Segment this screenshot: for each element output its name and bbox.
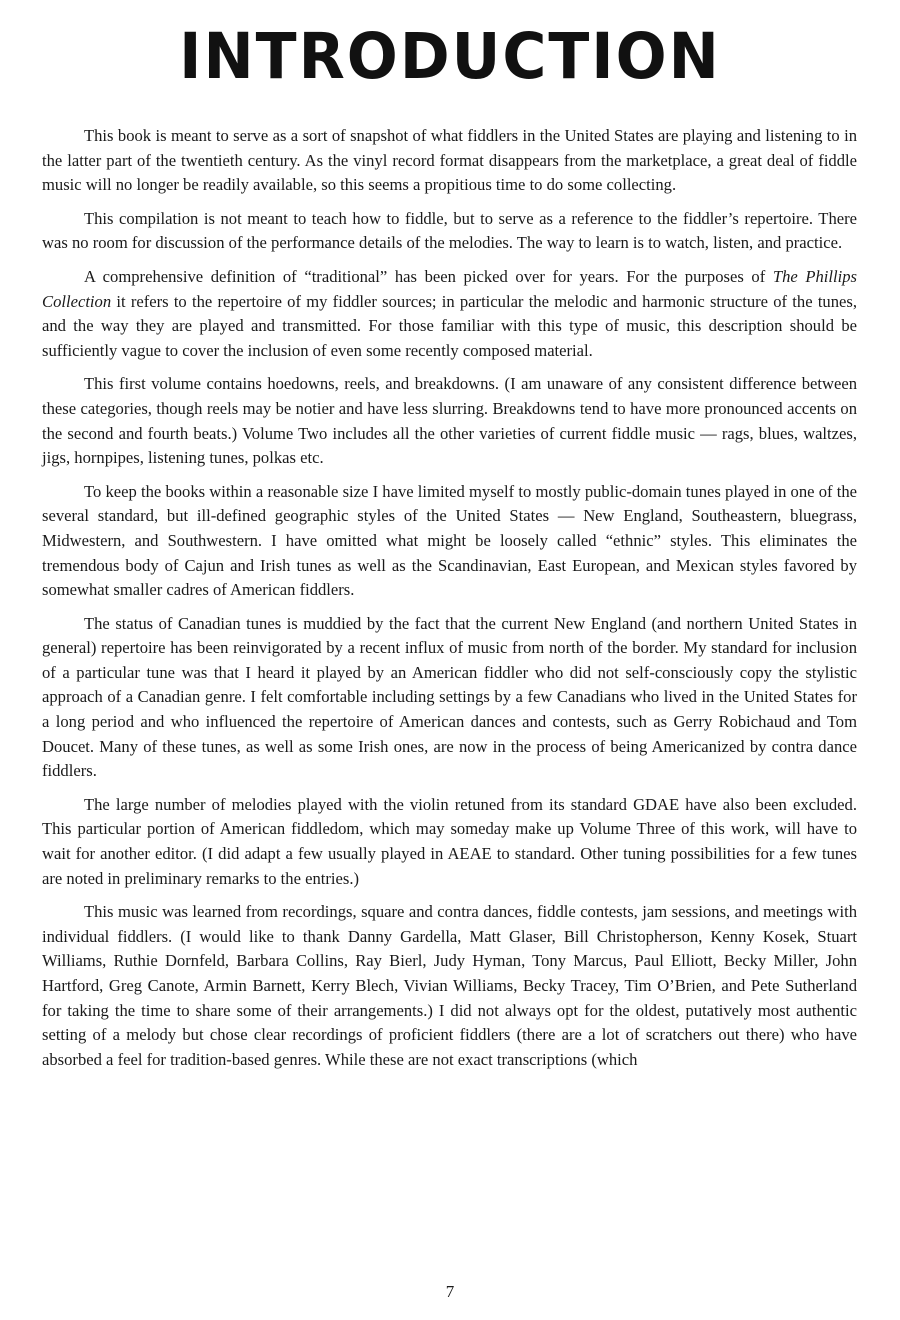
paragraph-4: This first volume contains hoedowns, reels, and breakdowns. (I am unaware of any consistent difference between these categories, though reels may be notier and have less slurring. Breakdowns tend to have more pronounced accents on the second and fourth beats.) Volume Two includes all the other varieties of current fiddle music — rags, blues, waltzes, jigs, hornpipes, listening tunes, polkas etc. bbox=[42, 374, 857, 468]
paragraph-5: To keep the books within a reasonable size I have limited myself to mostly public-domain tunes played in one of the several standard, but ill-defined geographic styles of the United States — New England, Southeastern, bluegrass, Midwestern, and Southwestern. I have omitted what might be loosely called “ethnic” styles. This eliminates the tremendous body of Cajun and Irish tunes as well as the Scandinavian, East European, and Mexican styles favored by somewhat smaller cadres of American fiddlers. bbox=[42, 481, 857, 600]
paragraph-8: This music was learned from recordings, square and contra dances, fiddle contests, jam sessions, and meetings with individual fiddlers. (I would like to thank Danny Gardella, Matt Glaser, Bill Christopherson, Kenny Kosek, Stuart Williams, Ruthie Dornfeld, Barbara Collins, Ray Bierl, Judy Hyman, Tony Marcus, Paul Elliott, Becky Miller, John Hartford, Greg Canote, Armin Barnett, Kerry Blech, Vivian Williams, Becky Tracey, Tim O’Brien, and Pete Sutherland for taking the time to share some of their arrangements.) I did not always opt for the oldest, putatively most authentic setting of a melody but chose clear recordings of proficient fiddlers (there are a lot of scratchers out there) who have absorbed a feel for tradition-based genres. While these are not exact transcriptions (which bbox=[42, 902, 857, 1069]
paragraph-6: The status of Canadian tunes is muddied by the fact that the current New England (and northern United States in general) repertoire has been reinvigorated by a recent influx of music from north of the border. My standard for inclusion of a particular tune was that I heard it played by an American fiddler who did not self-consciously copy the stylistic approach of a Canadian genre. I felt comfortable including settings by a few Canadians who lived in the United States for a long period and who influenced the repertoire of American dances and contests, such as Gerry Robichaud and Tom Doucet. Many of these tunes, as well as some Irish ones, are now in the process of being Americanized by contra dance fiddlers. bbox=[42, 613, 857, 781]
page-title: INTRODUCTION bbox=[179, 20, 721, 94]
paragraph-7: The large number of melodies played with the violin retuned from its standard GDAE have also been excluded. This particular portion of American fiddledom, which may someday make up Volume Three of this work, will have to wait for another editor. (I did adapt a few usually played in AEAE to standard. Other tuning possibilities for a few tunes are noted in preliminary remarks to the entries.) bbox=[42, 794, 857, 888]
book-title-italic: The Phillips Collection bbox=[42, 266, 857, 311]
body-text bbox=[42, 124, 857, 1081]
paragraph-1: This book is meant to serve as a sort of snapshot of what fiddlers in the United States are playing and listening to in the latter part of the twentieth century. As the vinyl record format disappears from the marketplace, a great deal of fiddle music will no longer be readily available, so this seems a propitious time to do some collecting. bbox=[42, 126, 857, 195]
paragraph-3-text-after: it refers to the repertoire of my fiddler sources; in particular the melodic and harmonic structure of the tunes, and the way they are played and transmitted. For those familiar with this type of music, this description should be sufficiently vague to cover the inclusion of even some recently composed material. bbox=[42, 291, 857, 360]
page-number: 7 bbox=[445, 1282, 455, 1301]
paragraph-3 bbox=[42, 265, 857, 363]
paragraph-3-text-before: A comprehensive definition of “traditional” has been picked over for years. For the purposes of bbox=[84, 266, 773, 286]
paragraph-2: This compilation is not meant to teach how to fiddle, but to serve as a reference to the fiddler’s repertoire. There was no room for discussion of the performance details of the melodies. The way to learn is to watch, listen, and practice. bbox=[42, 208, 857, 253]
